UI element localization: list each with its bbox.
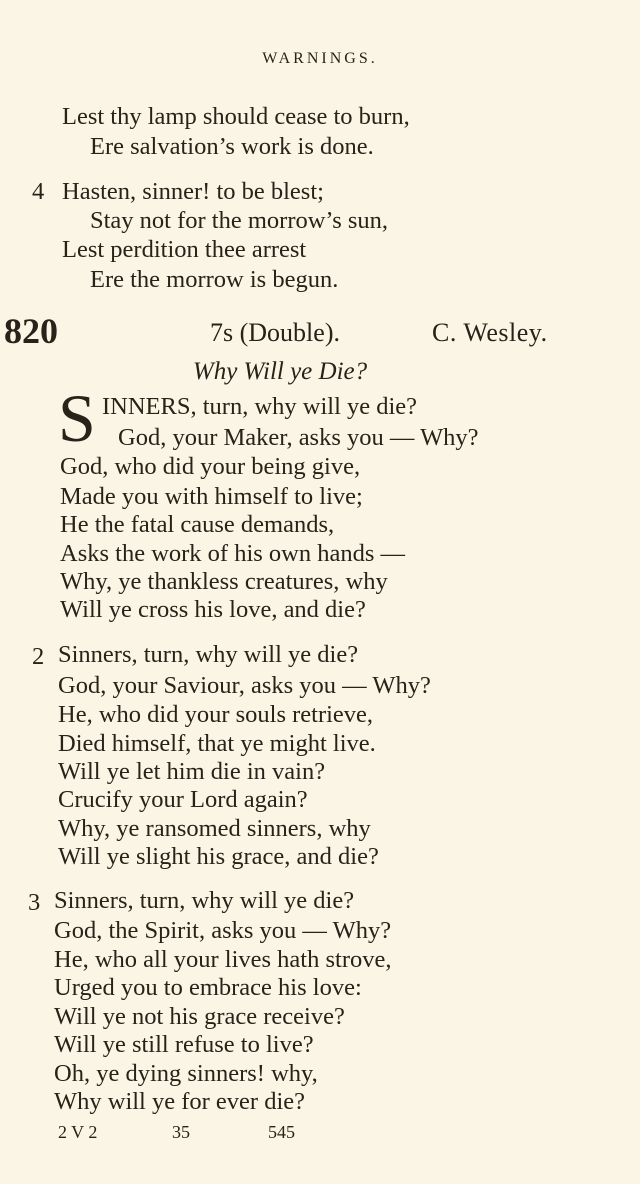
hymn-author: C. Wesley. bbox=[432, 318, 548, 347]
verse-line: Oh, ye dying sinners! why, bbox=[54, 1060, 318, 1087]
verse-line: Will ye slight his grace, and die? bbox=[58, 843, 379, 870]
verse-line: Why, ye ransomed sinners, why bbox=[58, 815, 371, 842]
hymn-number: 820 bbox=[4, 311, 58, 351]
verse-line: Will ye cross his love, and die? bbox=[60, 596, 366, 623]
stanza-number: 2 bbox=[32, 643, 45, 670]
verse-line: Why, ye thankless creatures, why bbox=[60, 568, 388, 595]
verse-line: Will ye still refuse to live? bbox=[54, 1031, 314, 1058]
verse-line: Made you with himself to live; bbox=[60, 483, 363, 510]
page-number: 545 bbox=[268, 1122, 295, 1142]
verse-line: Urged you to embrace his love: bbox=[54, 974, 362, 1001]
verse-line: He, who all your lives hath strove, bbox=[54, 946, 392, 973]
verse-line: Sinners, turn, why will ye die? bbox=[54, 887, 355, 914]
verse-line: Died himself, that ye might live. bbox=[58, 730, 376, 757]
verse-line: God, your Saviour, asks you — Why? bbox=[58, 672, 431, 699]
hymn-title: Why Will ye Die? bbox=[192, 358, 368, 385]
verse-line: God, who did your being give, bbox=[60, 453, 361, 480]
verse-line: Why will ye for ever die? bbox=[54, 1088, 306, 1115]
verse-line: Will ye not his grace receive? bbox=[54, 1003, 345, 1030]
verse-line: INNERS, turn, why will ye die? bbox=[102, 393, 418, 420]
section-header: WARNINGS. bbox=[262, 50, 378, 67]
verse-line: Lest thy lamp should cease to burn, bbox=[62, 103, 410, 130]
verse-line: God, the Spirit, asks you — Why? bbox=[54, 917, 392, 944]
hymn-meter: 7s (Double). bbox=[210, 318, 340, 347]
verse-line: Asks the work of his own hands — bbox=[60, 540, 406, 567]
stanza-number: 4 bbox=[32, 178, 45, 205]
verse-line: Hasten, sinner! to be blest; bbox=[62, 178, 324, 205]
verse-line: God, your Maker, asks you — Why? bbox=[118, 424, 479, 451]
stanza-number: 3 bbox=[28, 889, 41, 916]
verse-line: Stay not for the morrow’s sun, bbox=[90, 207, 389, 234]
footer-number: 35 bbox=[172, 1122, 190, 1142]
verse-line: He the fatal cause demands, bbox=[60, 511, 335, 538]
signature-mark: 2 V 2 bbox=[58, 1122, 98, 1142]
verse-line: He, who did your souls retrieve, bbox=[58, 701, 374, 728]
verse-line: Ere salvation’s work is done. bbox=[90, 133, 374, 160]
verse-line: Lest perdition thee arrest bbox=[62, 236, 307, 263]
verse-line: Crucify your Lord again? bbox=[58, 786, 308, 813]
drop-cap: S bbox=[58, 380, 96, 456]
verse-line: Will ye let him die in vain? bbox=[58, 758, 326, 785]
verse-line: Sinners, turn, why will ye die? bbox=[58, 641, 359, 668]
verse-line: Ere the morrow is begun. bbox=[90, 266, 339, 293]
